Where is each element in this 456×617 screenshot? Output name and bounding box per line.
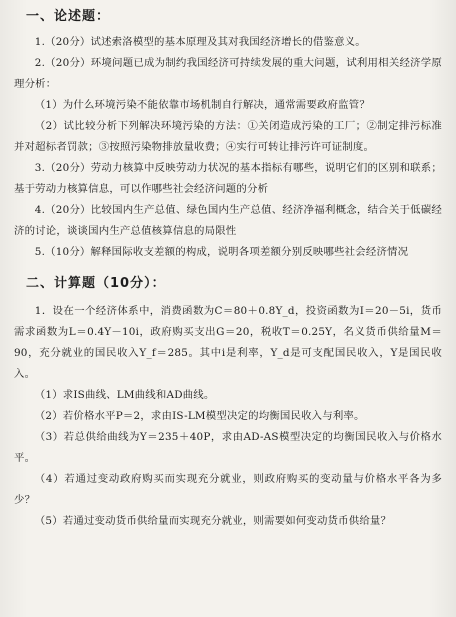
question-5: 5.（10分）解释国际收支差额的构成，说明各项差额分别反映哪些社会经济情况	[34, 246, 409, 258]
question-2-part-1: （1）为什么环境污染不能依靠市场机制自行解决，通常需要政府监管？	[34, 99, 370, 111]
calc-question-part-2: （2）若价格水平P＝2，求由IS-LM模型决定的均衡国民收入与利率。	[34, 410, 365, 422]
question-2: 2.（20分）环境问题已成为制约我国经济可持续发展的重大问题，试利用相关经济学原理分析：	[14, 57, 442, 90]
section-title-calculation: 二、计算题（10分）：	[26, 276, 166, 291]
section-title-essay: 一、论述题：	[26, 9, 111, 24]
calc-question-part-5: （5）若通过变动货币供给量而实现充分就业，则需要如何变动货币供给量？	[34, 515, 392, 527]
calc-question-part-1: （1）求IS曲线、LM曲线和AD曲线。	[34, 389, 215, 401]
question-3: 3.（20分）劳动力核算中反映劳动力状况的基本指标有哪些，说明它们的区别和联系；基于劳动力核算信息，可以作哪些社会经济问题的分析	[14, 162, 442, 195]
calc-question-intro: 1．设在一个经济体系中，消费函数为C＝80＋0.8Y_d，投资函数为I＝20－5i，货币需求函数为L＝0.4Y－10i，政府购买支出G＝20，税收T＝0.25Y，名义货币供给量M＝90，充分就业的国民收入Y_f＝285。其中i是利率，Y_d是可支配国民收入，Y是国民收入。	[14, 305, 442, 380]
question-1: 1.（20分）试述索洛模型的基本原理及其对我国经济增长的借鉴意义。	[34, 36, 366, 48]
calc-question-part-4: （4）若通过变动政府购买而实现充分就业，则政府购买的变动量与价格水平各为多少？	[14, 473, 442, 506]
calc-question-part-3: （3）若总供给曲线为Y＝235＋40P，求由AD-AS模型决定的均衡国民收入与价格水平。	[14, 431, 442, 464]
question-2-part-2: （2）试比较分析下列解决环境污染的方法：①关闭造成污染的工厂；②制定排污标准并对超标者罚款；③按照污染物排放量收费；④实行可转让排污许可证制度。	[14, 120, 442, 153]
question-4: 4.（20分）比较国内生产总值、绿色国内生产总值、经济净福利概念，结合关于低碳经济的讨论，谈谈国内生产总值核算信息的局限性	[14, 204, 442, 237]
